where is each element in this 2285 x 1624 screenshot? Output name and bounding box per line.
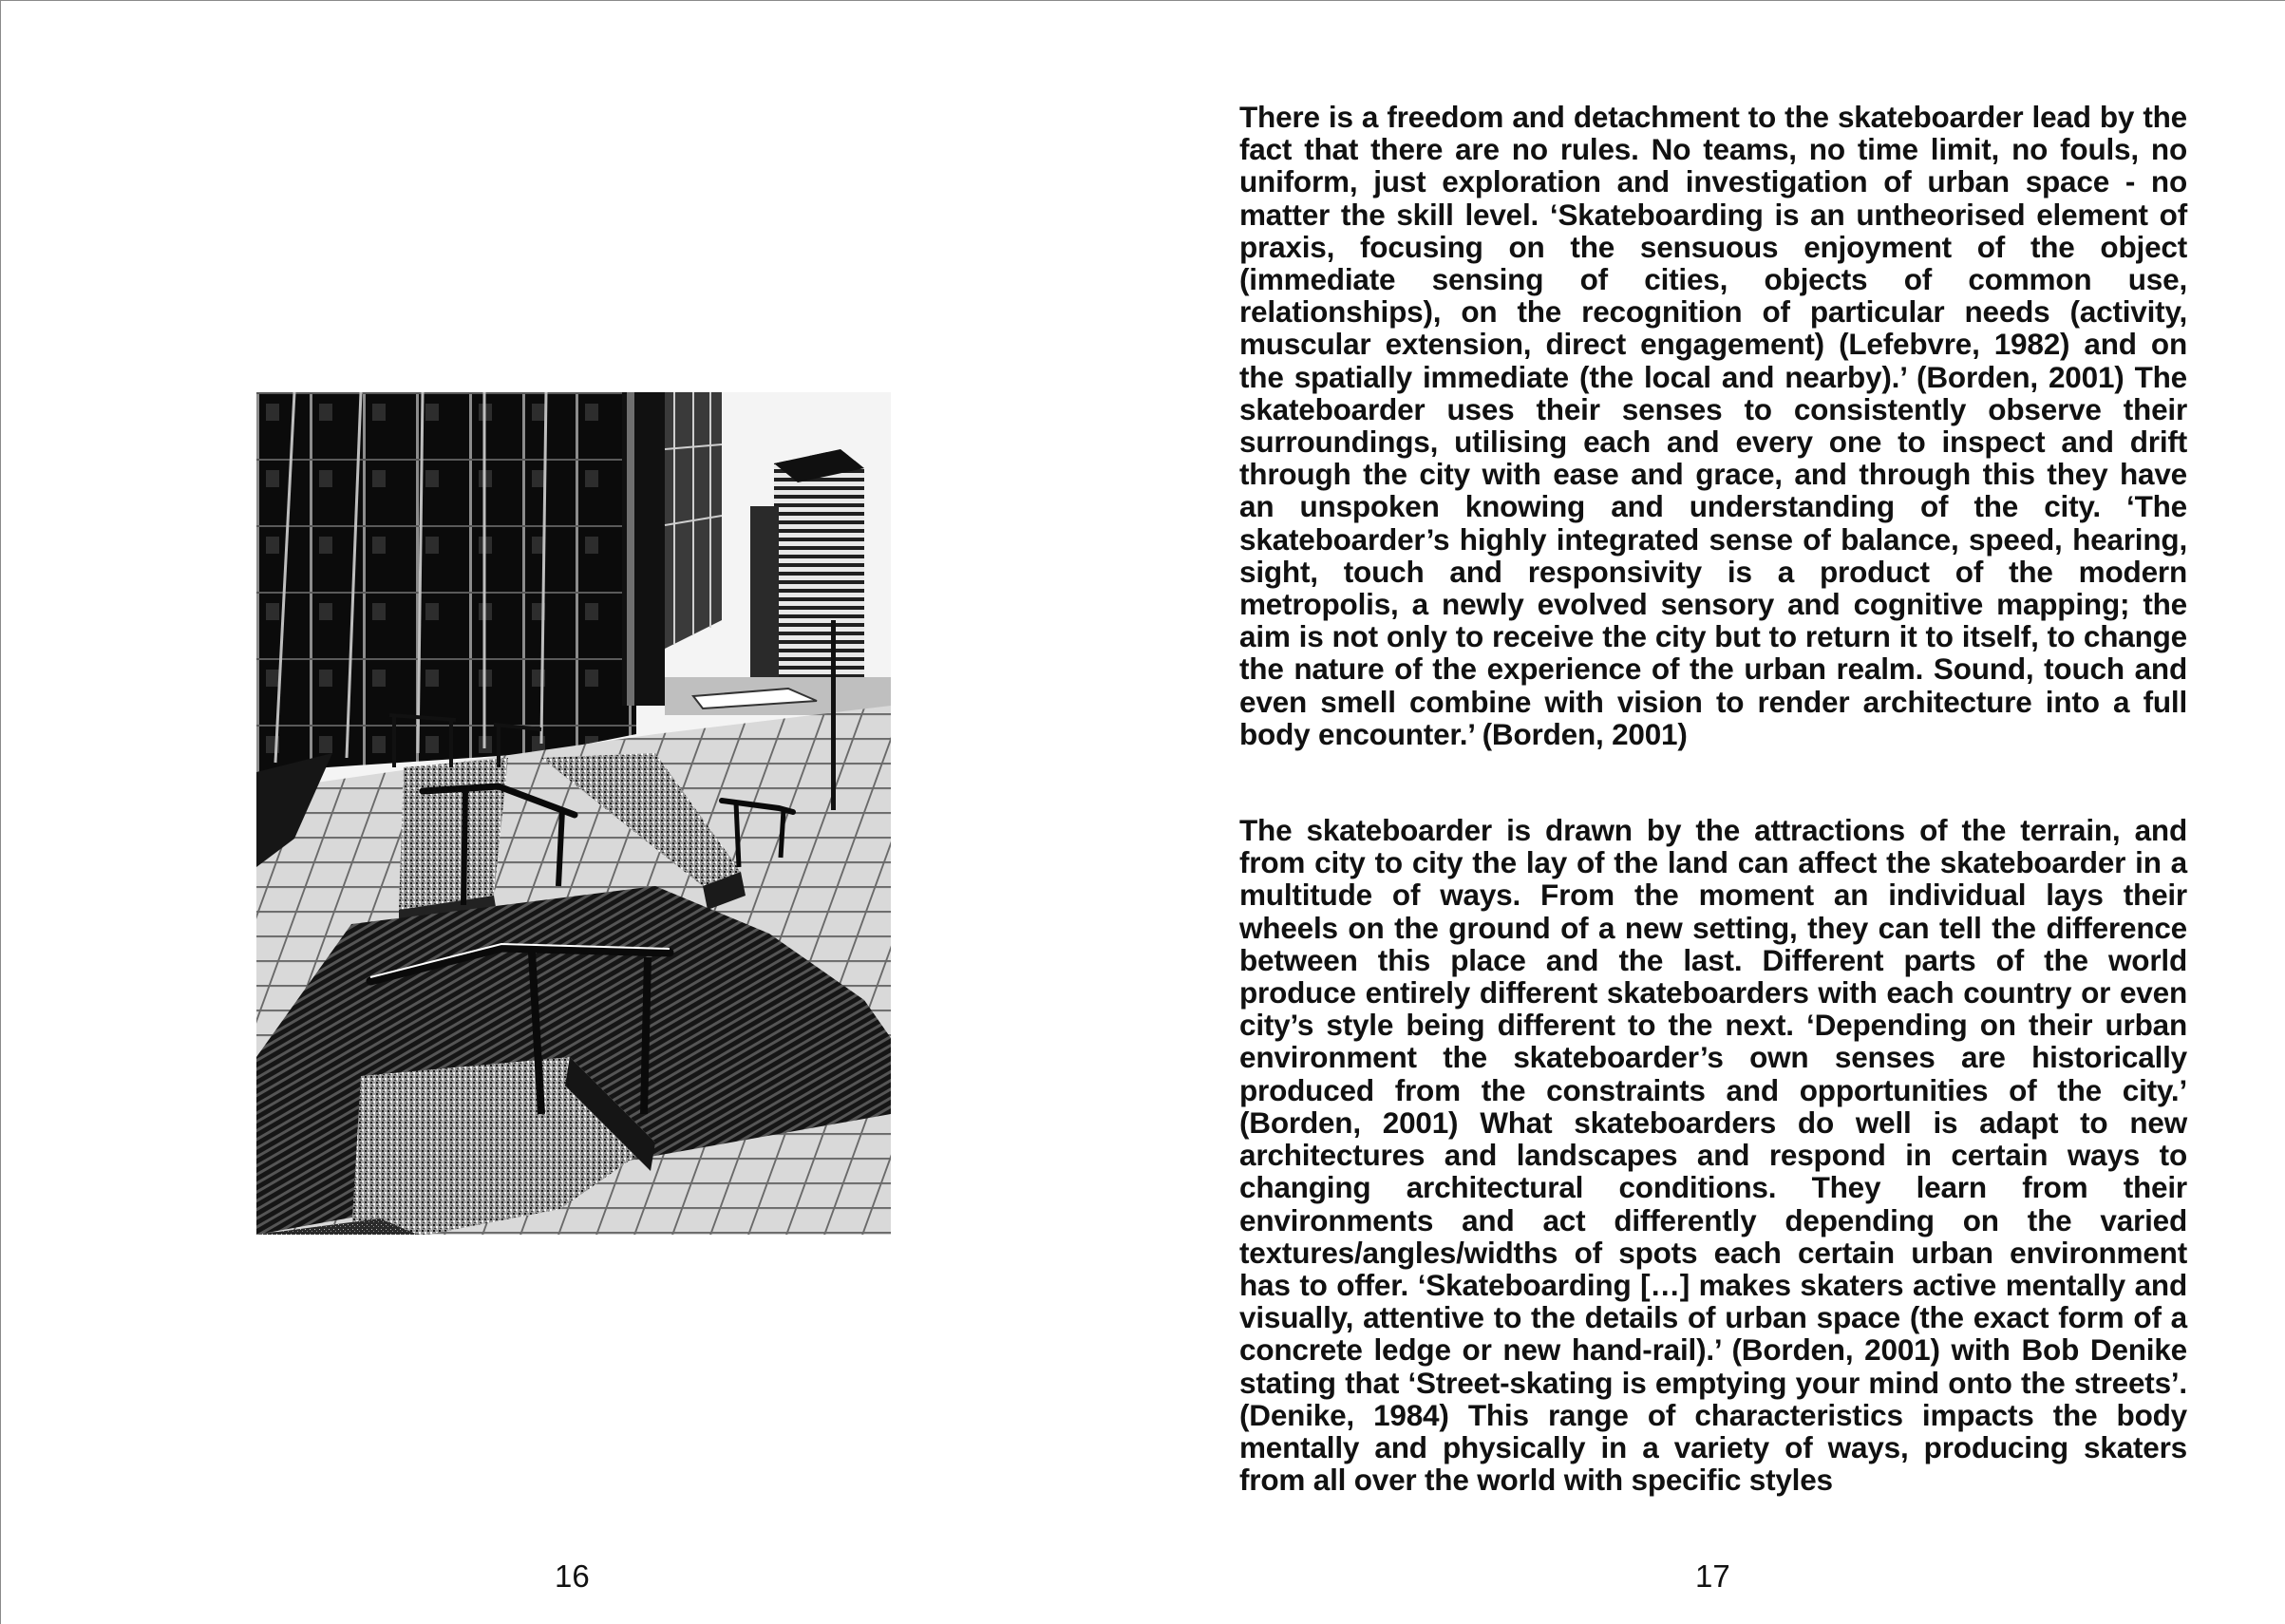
body-text	[1239, 101, 2187, 1496]
page-border-left	[0, 0, 1, 1624]
photograph-urban-plaza-handrails	[256, 392, 891, 1235]
page-number-left: 16	[555, 1558, 590, 1594]
page-number-right: 17	[1695, 1558, 1730, 1594]
page-border-top	[0, 0, 2285, 1]
paragraph: There is a freedom and detachment to the skateboarder lead by the fact that there are no rules. No teams, no time limit, no fouls, no uniform, just exploration and investigation of urban space - no matter the skill level. ‘Skateboarding is an untheorised element of praxis, focusing on the sensuous enjoyment of the object (immediate sensing of cities, objects of common use, relationships), on the recognition of particular needs (activity, muscular extension, direct engagement) (Lefebvre, 1982) and on the spatially immediate (the local and nearby).’ (Borden, 2001) The skateboarder uses their senses to consistently observe their surroundings, utilising each and every one to inspect and drift through the city with ease and grace, and through this they have an unspoken knowing and understanding of the city. ‘The skateboarder’s highly integrated sense of balance, speed, hearing, sight, touch and responsivity is a product of the modern metropolis, a newly evolved sensory and cognitive mapping; the aim is not only to receive the city but to return it to itself, to change the nature of the experience of the urban realm. Sound, touch and even smell combine with vision to render architecture into a full body encounter.’ (Borden, 2001)	[1239, 100, 2187, 751]
photograph-icon	[256, 392, 891, 1235]
paragraph: The skateboarder is drawn by the attractions of the terrain, and from city to city the lay of the land can affect the skateboarder in a multitude of ways. From the moment an individual lays their wheels on the ground of a new setting, they can tell the difference between this place and the last. Different parts of the world produce entirely different skateboarders with each country or even city’s style being different to the next. ‘Depending on their urban environment the skateboarder’s own senses are historically produced from the constraints and opportunities of the city.’ (Borden, 2001) What skateboarders do well is adapt to new architectures and landscapes and respond in certain ways to changing architectural conditions. They learn from their environments and act differently depending on the varied textures/angles/widths of spots each certain urban environment has to offer. ‘Skateboarding […] makes skaters active mentally and visually, attentive to the details of urban space (the exact form of a concrete ledge or new hand-rail).’ (Borden, 2001) with Bob Denike stating that ‘Street-skating is emptying your mind onto the streets’. (Denike, 1984) This range of characteristics impacts the body mentally and physically in a variety of ways, producing skaters from all over the world with specific styles	[1239, 813, 2187, 1498]
